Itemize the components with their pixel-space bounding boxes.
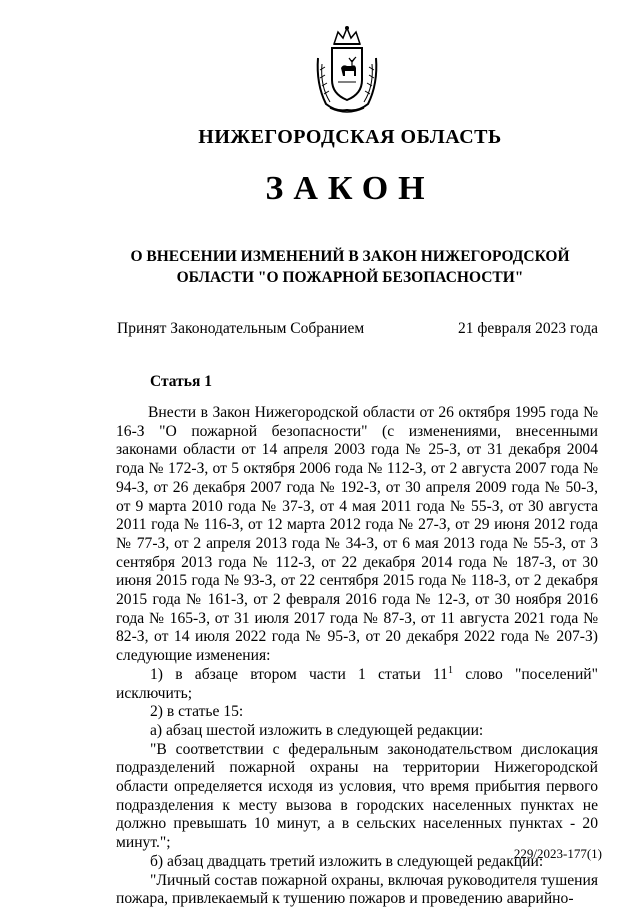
region-title: НИЖЕГОРОДСКАЯ ОБЛАСТЬ — [198, 126, 502, 148]
item-2-paragraph: 2) в статье 15: — [150, 703, 244, 721]
superscript: 1 — [447, 664, 453, 676]
subtitle-line: ОБЛАСТИ "О ПОЖАРНОЙ БЕЗОПАСНОСТИ" — [176, 269, 524, 286]
article-body — [116, 404, 598, 909]
coat-of-arms-emblem — [312, 24, 382, 116]
quote-2-paragraph: "Личный состав пожарной охраны, включая руководителя тушения пожара, привлекаемый к тушению пожаров и проведению аварийно- — [116, 871, 598, 908]
document-type-title: ЗАКОН — [265, 170, 435, 207]
item-2a-paragraph: а) абзац шестой изложить в следующей редакции: — [150, 721, 484, 739]
document-number: 229/2023-177(1) — [513, 846, 602, 861]
adoption-label: Принят Законодательным Собранием — [117, 320, 365, 337]
law-subtitle — [130, 246, 570, 288]
item-1-text: 1) в абзаце втором части 1 статьи 11 — [150, 665, 448, 683]
intro-paragraph: Внести в Закон Нижегородской области от 26 октября 1995 года № 16-З "О пожарной безопасности" (с изменениями, внесенными законами области от 14 апреля 2003 года № 25-З, от 31 декабря 2004 года № 172-З, от 5 октября 2006 года № 112-З, от 2 августа 2007 года № 94-З, от 26 декабря 2007 года № 192-З, от 30 апреля 2009 года № 50-З, от 9 марта 2010 года № 37-З, от 4 мая 2011 года № 55-З, от 30 августа 2011 года № 116-З, от 12 марта 2012 года № 27-З, от 29 июня 2012 года № 77-З, от 2 апреля 2013 года № 34-З, от 6 мая 2013 года № 55-З, от 3 сентября 2013 года № 112-З, от 22 декабря 2014 года № 187-З, от 30 июня 2015 года № 93-З, от 22 сентября 2015 года № 118-З, от 2 декабря 2015 года № 161-З, от 2 февраля 2016 года № 12-З, от 30 ноября 2016 года № 165-З, от 31 июля 2017 года № 87-З, от 11 августа 2021 года № 82-З, от 14 июля 2022 года № 95-З, от 20 декабря 2022 года № 207-З) следующие изменения: — [116, 404, 598, 665]
item-1-text-end: слово "поселений" исключить; — [116, 665, 598, 702]
article-heading: Статья 1 — [150, 373, 212, 390]
adoption-date: 21 февраля 2023 года — [457, 320, 598, 337]
subtitle-line: О ВНЕСЕНИИ ИЗМЕНЕНИЙ В ЗАКОН НИЖЕГОРОДСКОЙ — [130, 248, 570, 265]
item-1-paragraph — [116, 666, 598, 703]
quote-1-paragraph: "В соответствии с федеральным законодательством дислокация подразделений пожарной охраны на территории Нижегородской области определяется исходя из условия, что время прибытия первого подразделения к месту вызова в городских населенных пунктах не должно превышать 10 минут, а в сельских населенных пунктах - 20 минут."; — [116, 740, 598, 852]
coat-of-arms-icon — [312, 24, 382, 116]
item-2b-paragraph: б) абзац двадцать третий изложить в следующей редакции: — [150, 852, 544, 870]
